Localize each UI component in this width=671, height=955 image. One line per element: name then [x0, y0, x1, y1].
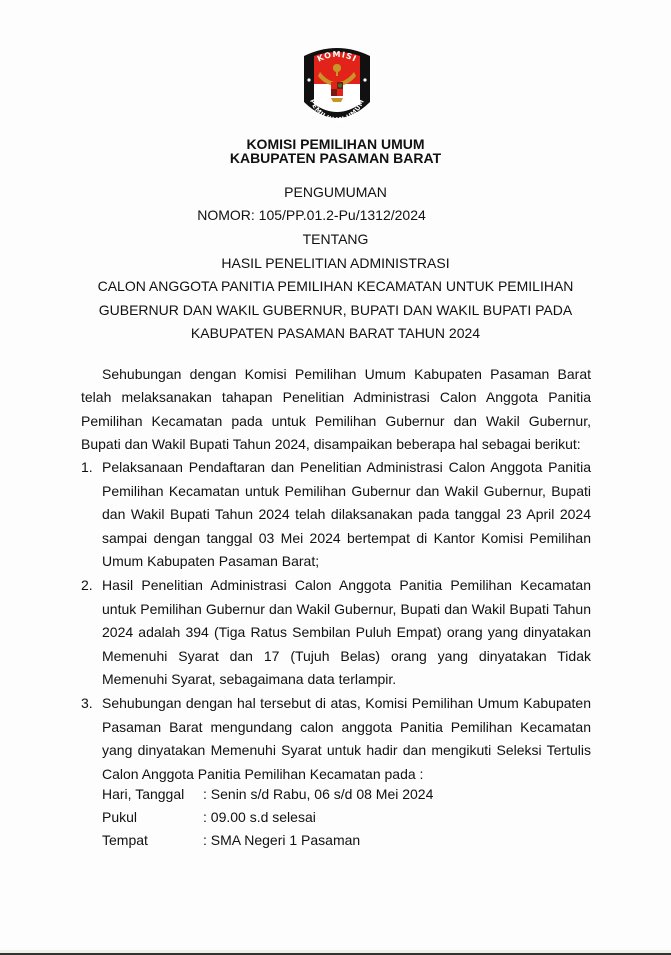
schedule-row-date	[102, 786, 433, 802]
list-item	[81, 456, 591, 574]
kpu-garuda-emblem-icon	[300, 42, 374, 126]
schedule-row-time	[102, 809, 316, 825]
schedule-row-place	[102, 832, 360, 848]
org-region: KABUPATEN PASAMAN BARAT	[229, 150, 442, 166]
document-type: PENGUMUMAN	[284, 184, 387, 200]
schedule-value: : Senin s/d Rabu, 06 s/d 08 Mei 2024	[203, 786, 434, 802]
schedule-label: Hari, Tanggal	[102, 786, 185, 802]
list-item-number: 2.	[81, 577, 93, 593]
schedule-label: Tempat	[102, 832, 148, 848]
list-item-text: Sehubungan dengan hal tersebut di atas, Komisi Pemilihan Umum Kabupaten Pasaman Barat mengundang calon anggota Panitia Pemilihan Kecamatan yang dinyatakan Memenuhi Syarat untuk hadir dan mengikuti Seleksi Tertulis Calon Anggota Panitia Pemilihan Kecamatan pada :	[102, 695, 591, 782]
list-item	[81, 574, 591, 692]
subject-line: HASIL PENELITIAN ADMINISTRASI	[221, 255, 450, 271]
logo-bottom-text: PEMILIHAN UMUM	[308, 97, 366, 125]
schedule-value: : 09.00 s.d selesai	[203, 809, 316, 825]
document-tentang: TENTANG	[302, 231, 369, 247]
document-number: NOMOR: 105/PP.01.2-Pu/1312/2024	[197, 207, 426, 223]
schedule-label: Pukul	[102, 809, 138, 825]
list-item-number: 3.	[81, 695, 93, 711]
list-item-text: Hasil Penelitian Administrasi Calon Anggota Panitia Pemilihan Kecamatan untuk Pemilihan Gubernur dan Wakil Gubernur, Bupati dan Wakil Bupati Tahun 2024 adalah 394 (Tiga Ratus Sembilan Puluh Empat) orang yang dinyatakan Memenuhi Syarat dan 17 (Tujuh Belas) orang yang dinyatakan Tidak Memenuhi Syarat, sebagaimana data terlampir.	[102, 577, 591, 688]
schedule-value: : SMA Negeri 1 Pasaman	[203, 832, 361, 848]
list-item-text: Pelaksanaan Pendaftaran dan Penelitian Administrasi Calon Anggota Panitia Pemilihan Kecamatan untuk Pemilihan Gubernur dan Wakil Gubernur, Bupati dan Wakil Bupati Tahun 2024 telah dilaksanakan pada tanggal 23 April 2024 sampai dengan tanggal 03 Mei 2024 bertempat di Kantor Komisi Pemilihan Umum Kabupaten Pasaman Barat;	[102, 459, 591, 570]
intro-paragraph: Sehubungan dengan Komisi Pemilihan Umum Kabupaten Pasaman Barat telah melaksanakan tahapan Penelitian Administrasi Calon Anggota Panitia Pemilihan Kecamatan pada untuk Pemilihan Gubernur dan Wakil Gubernur, Bupati dan Wakil Bupati Tahun 2024, disampaikan beberapa hal sebagai berikut:	[81, 366, 591, 453]
subject-line: KABUPATEN PASAMAN BARAT TAHUN 2024	[190, 325, 481, 341]
logo-top-text: KOMISI	[315, 49, 359, 64]
subject-line: GUBERNUR DAN WAKIL GUBERNUR, BUPATI DAN WAKIL BUPATI PADA	[98, 302, 573, 318]
list-item-number: 1.	[81, 459, 93, 475]
subject-line: CALON ANGGOTA PANITIA PEMILIHAN KECAMATAN UNTUK PEMILIHAN	[97, 278, 574, 294]
org-name: KOMISI PEMILIHAN UMUM	[246, 136, 425, 152]
list-item	[81, 692, 591, 786]
